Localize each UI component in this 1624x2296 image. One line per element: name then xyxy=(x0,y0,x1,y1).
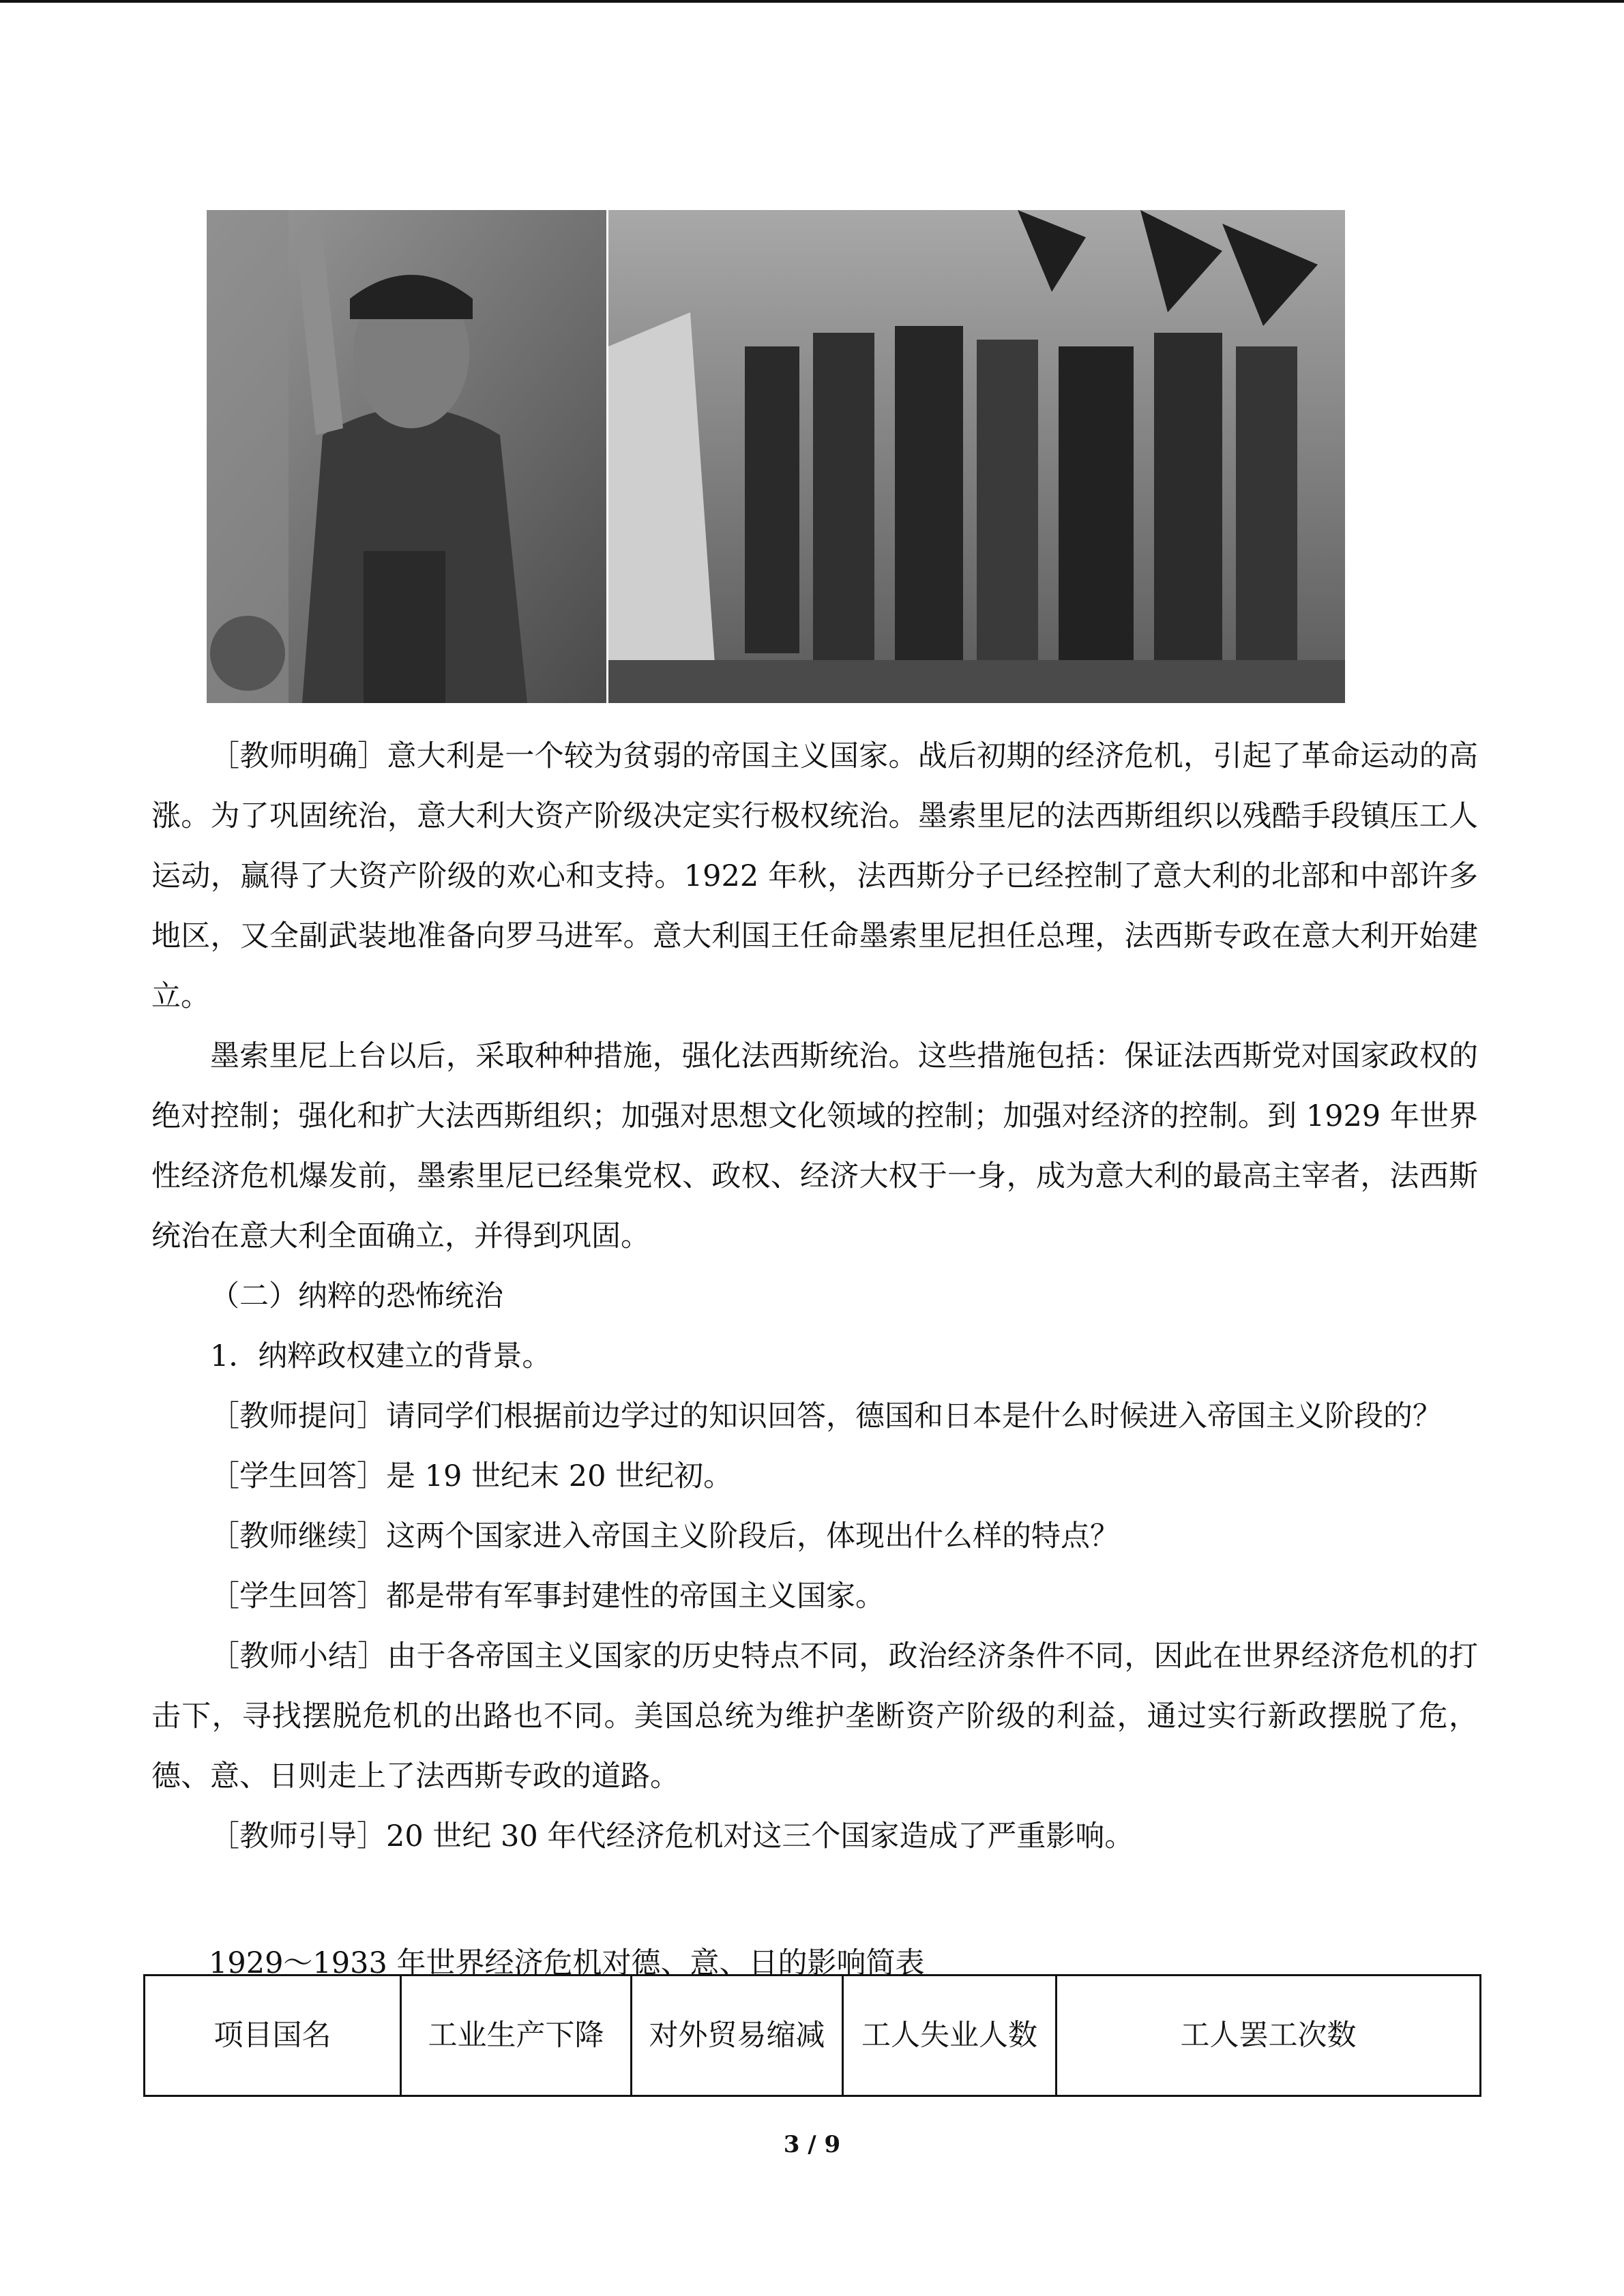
paragraph-teacher-guide: ［教师引导］20 世纪 30 年代经济危机对这三个国家造成了严重影响。 xyxy=(210,1819,1134,1853)
page-number: 3 / 9 xyxy=(783,2131,841,2158)
paragraph-teacher-continue: ［教师继续］这两个国家进入帝国主义阶段后，体现出什么样的特点？ xyxy=(210,1519,1119,1553)
photo-march-image xyxy=(608,210,1345,703)
photo-orator xyxy=(207,210,606,703)
impact-summary-table xyxy=(143,1974,1481,2097)
photo-pair xyxy=(207,210,1345,703)
header-country: 项目国名 xyxy=(145,1976,401,2096)
top-border xyxy=(0,0,1624,3)
header-strikes: 工人罢工次数 xyxy=(1057,1976,1481,2096)
subheading-background: 1．纳粹政权建立的背景。 xyxy=(210,1339,552,1373)
paragraph-teacher-question: ［教师提问］请同学们根据前边学过的知识回答，德国和日本是什么时候进入帝国主义阶段的？ xyxy=(210,1399,1442,1433)
photo-orator-image xyxy=(207,210,606,703)
section-heading-nazi-rule: （二）纳粹的恐怖统治 xyxy=(210,1279,503,1313)
photo-march xyxy=(608,210,1345,703)
header-industrial-decline: 工业生产下降 xyxy=(401,1976,632,2096)
body-text xyxy=(151,726,1478,1866)
header-unemployed: 工人失业人数 xyxy=(843,1976,1057,2096)
header-trade-reduction: 对外贸易缩减 xyxy=(632,1976,843,2096)
table-caption: 1929～1933 年世界经济危机对德、意、日的影响简表 xyxy=(209,1946,925,1980)
paragraph-mussolini-measures: 墨索里尼上台以后，采取种种措施，强化法西斯统治。这些措施包括：保证法西斯党对国家政权的绝对控制；强化和扩大法西斯组织；加强对思想文化领域的控制；加强对经济的控制。到 1929 年世界性经济危机爆发前，墨索里尼已经集党权、政权、经济大权于一身，成为意大利的最高主宰者，法西斯统治在意大利全面确立，并得到巩固。 xyxy=(151,1039,1478,1253)
paragraph-teacher-summary: ［教师小结］由于各帝国主义国家的历史特点不同，政治经济条件不同，因此在世界经济危机的打击下，寻找摆脱危机的出路也不同。美国总统为维护垄断资产阶级的利益，通过实行新政摆脱了危，德、意、日则走上了法西斯专政的道路。 xyxy=(151,1639,1478,1793)
paragraph-student-answer-2: ［学生回答］都是带有军事封建性的帝国主义国家。 xyxy=(210,1579,885,1613)
table-header-row xyxy=(145,1976,1481,2096)
paragraph-student-answer-1: ［学生回答］是 19 世纪末 20 世纪初。 xyxy=(210,1459,733,1493)
paragraph-teacher-clarify: ［教师明确］意大利是一个较为贫弱的帝国主义国家。战后初期的经济危机，引起了革命运动的高涨。为了巩固统治，意大利大资产阶级决定实行极权统治。墨索里尼的法西斯组织以残酷手段镇压工人运动，赢得了大资产阶级的欢心和支持。1922 年秋，法西斯分子已经控制了意大利的北部和中部许多地区，又全副武装地准备向罗马进军。意大利国王任命墨索里尼担任总理，法西斯专政在意大利开始建立。 xyxy=(151,739,1478,1013)
